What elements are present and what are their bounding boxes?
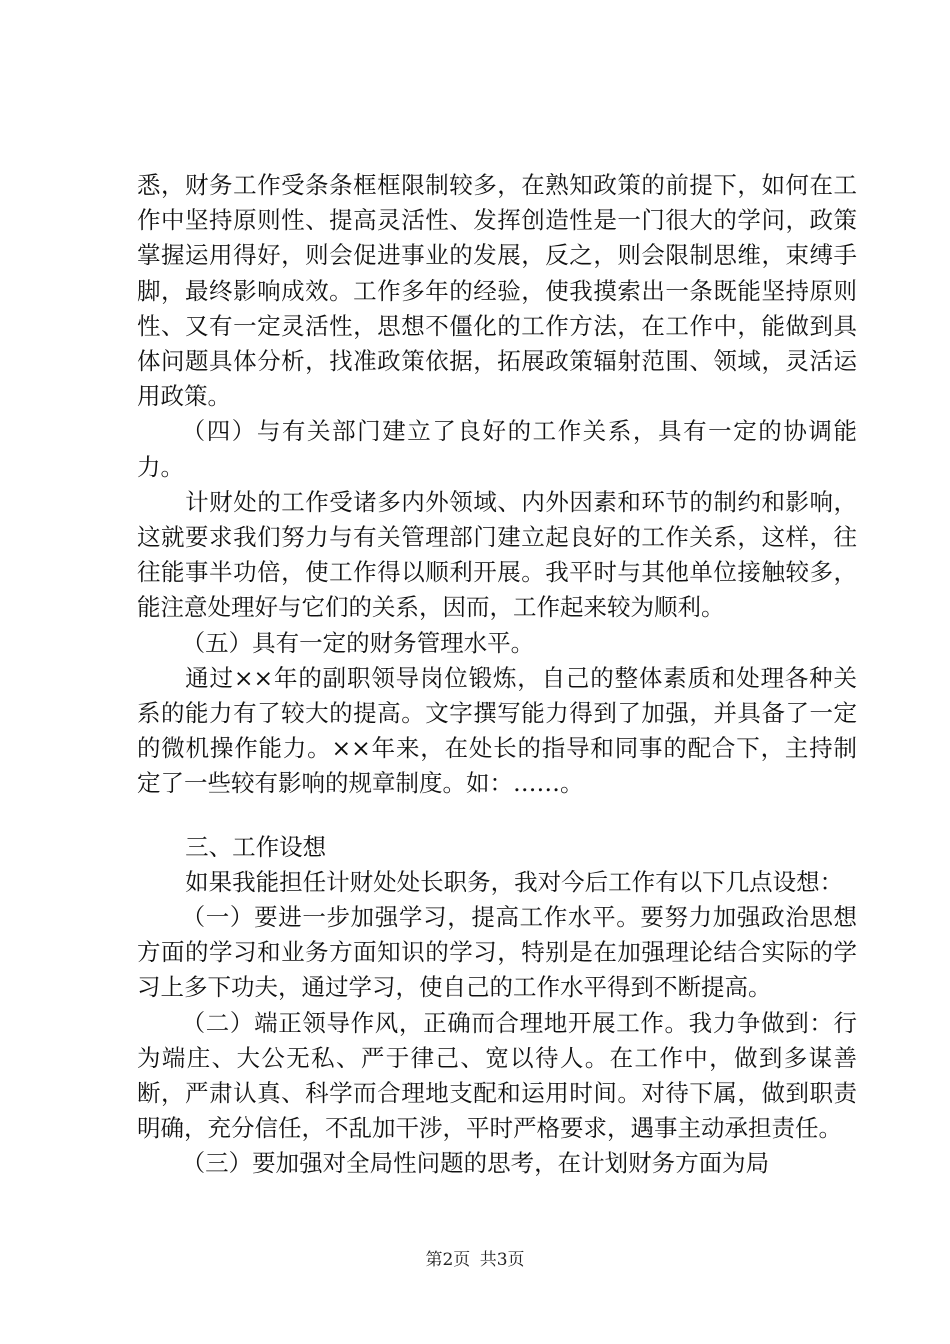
paragraph-plan-2: （二）端正领导作风，正确而合理地开展工作。我力争做到：行为端庄、大公无私、严于律己、宽以待人。在工作中，做到多谋善断，严肃认真、科学而合理地支配和运用时间。对待下属，做到职责明确，充分信任，不乱加干涉，平时严格要求，遇事主动承担责任。: [137, 1008, 857, 1143]
document-body: [137, 168, 857, 1182]
section-heading-5: （五）具有一定的财务管理水平。: [181, 628, 535, 657]
page-footer: [0, 1245, 950, 1270]
paragraph-policy-flexibility: 悉，财务工作受条条框框限制较多，在熟知政策的前提下，如何在工作中坚持原则性、提高灵活性、发挥创造性是一门很大的学问，政策掌握运用得好，则会促进事业的发展，反之，则会限制思维，束缚手脚，最终影响成效。工作多年的经验，使我摸索出一条既能坚持原则性、又有一定灵活性，思想不僵化的工作方法，在工作中，能做到具体问题具体分析，找准政策依据，拓展政策辐射范围、领域，灵活运用政策。: [137, 171, 857, 411]
page-number: 第2页: [425, 1250, 471, 1270]
paragraph-plan-intro: 如果我能担任计财处处长职务，我对今后工作有以下几点设想：: [185, 867, 844, 896]
section-heading-4: （四）与有关部门建立了良好的工作关系，具有一定的协调能力。: [137, 417, 857, 481]
paragraph-management-level: 通过××年的副职领导岗位锻炼，自己的整体素质和处理各种关系的能力有了较大的提高。文字撰写能力得到了加强，并具备了一定的微机操作能力。××年来，在处长的指导和同事的配合下，主持制定了一些较有影响的规章制度。如：……。: [137, 663, 857, 798]
paragraph-plan-1: （一）要进一步加强学习，提高工作水平。要努力加强政治思想方面的学习和业务方面知识的学习，特别是在加强理论结合实际的学习上多下功夫，通过学习，使自己的工作水平得到不断提高。: [137, 903, 857, 1002]
page-total: 共3页: [479, 1250, 525, 1270]
section-heading-work-plan: 三、工作设想: [185, 832, 327, 861]
paragraph-plan-3: （三）要加强对全局性问题的思考，在计划财务方面为局: [181, 1149, 770, 1178]
paragraph-relations: 计财处的工作受诸多内外领域、内外因素和环节的制约和影响，这就要求我们努力与有关管理部门建立起良好的工作关系，这样，往往能事半功倍，使工作得以顺利开展。我平时与其他单位接触较多，能注意处理好与它们的关系，因而，工作起来较为顺利。: [137, 487, 857, 622]
